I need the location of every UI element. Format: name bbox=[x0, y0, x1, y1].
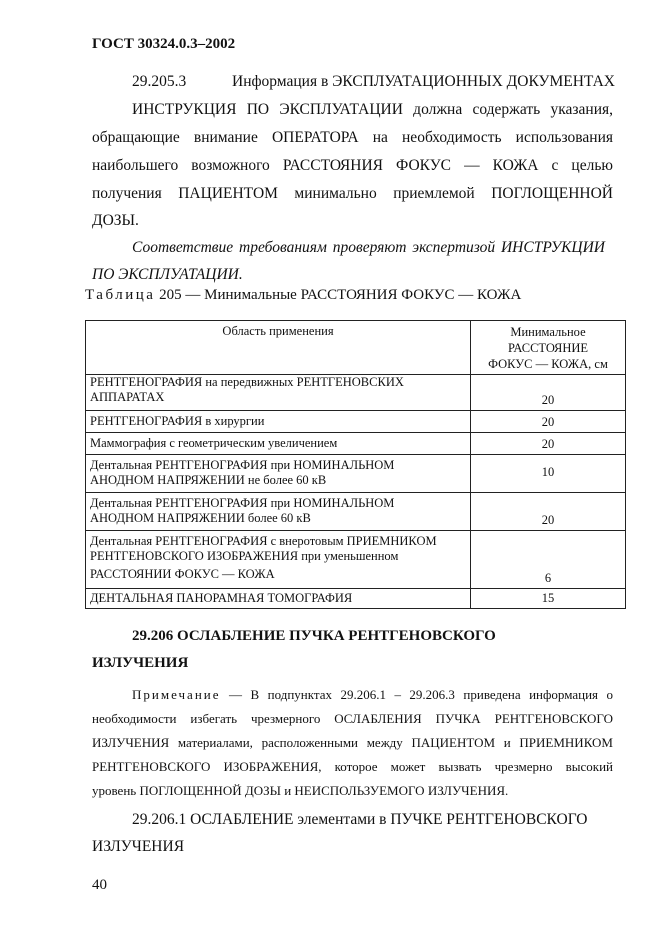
area-line: РЕНТГЕНОГРАФИЯ в хирургии bbox=[90, 414, 265, 428]
compliance-line: ПО ЭКСПЛУАТАЦИИ. bbox=[92, 266, 243, 283]
paragraph-line: наибольшего возможного РАССТОЯНИЯ ФОКУС — КОЖА с целью bbox=[92, 157, 613, 174]
note-line: ИЗЛУЧЕНИЯ материалами, расположенными между ПАЦИЕНТОМ и ПРИЕМНИКОМ bbox=[92, 735, 613, 750]
table-row bbox=[86, 375, 626, 411]
paragraph-line: ДОЗЫ. bbox=[92, 212, 139, 229]
note-line: РЕНТГЕНОВСКОГО ИЗОБРАЖЕНИЯ, которое может вызвать чрезмерно высокий bbox=[92, 759, 613, 774]
distance-cell: 6 bbox=[471, 531, 626, 589]
table-caption-text: 205 — Минимальные РАССТОЯНИЯ ФОКУС — КОЖА bbox=[155, 287, 522, 303]
area-line: РАССТОЯНИИ ФОКУС — КОЖА bbox=[90, 567, 275, 581]
col-header-area: Область применения bbox=[86, 321, 471, 375]
area-cell bbox=[86, 455, 471, 493]
note-line: уровень ПОГЛОЩЕННОЙ ДОЗЫ и НЕИСПОЛЬЗУЕМОГО ИЗЛУЧЕНИЯ. bbox=[92, 783, 509, 798]
table-row bbox=[86, 531, 626, 589]
distance-cell: 20 bbox=[471, 411, 626, 433]
area-cell bbox=[86, 433, 471, 455]
section-heading: ИЗЛУЧЕНИЯ bbox=[92, 655, 189, 671]
area-line: Маммография с геометрическим увеличением bbox=[90, 436, 338, 450]
document-header: ГОСТ 30324.0.3–2002 bbox=[92, 36, 236, 52]
area-line: Дентальная РЕНТГЕНОГРАФИЯ при НОМИНАЛЬНОМ bbox=[90, 496, 395, 510]
distance-table bbox=[85, 320, 626, 609]
distance-cell: 15 bbox=[471, 589, 626, 609]
subclause-line: ИЗЛУЧЕНИЯ bbox=[92, 838, 185, 855]
note-line: необходимости избегать чрезмерного ОСЛАБЛЕНИЯ ПУЧКА РЕНТГЕНОВСКОГО bbox=[92, 711, 613, 726]
col-header-line: Минимальное bbox=[510, 325, 586, 339]
area-line: РЕНТГЕНОГРАФИЯ на передвижных РЕНТГЕНОВСКИХ bbox=[90, 375, 404, 389]
distance-cell: 20 bbox=[471, 375, 626, 411]
note-line bbox=[132, 683, 613, 707]
paragraph-line: обращающие внимание ОПЕРАТОРА на необходимость использования bbox=[92, 129, 613, 146]
area-cell bbox=[86, 589, 471, 609]
table-row bbox=[86, 411, 626, 433]
table-caption bbox=[85, 287, 521, 304]
subclause-line: 29.206.1 ОСЛАБЛЕНИЕ элементами в ПУЧКЕ РЕНТГЕНОВСКОГО bbox=[132, 811, 588, 828]
paragraph-line: ИНСТРУКЦИЯ ПО ЭКСПЛУАТАЦИИ должна содержать указания, bbox=[132, 101, 613, 118]
table-row bbox=[86, 493, 626, 531]
paragraph-line: получения ПАЦИЕНТОМ минимально приемлемой ПОГЛОЩЕННОЙ bbox=[92, 185, 613, 202]
section-heading: 29.206 ОСЛАБЛЕНИЕ ПУЧКА РЕНТГЕНОВСКОГО bbox=[132, 628, 496, 644]
area-line: РЕНТГЕНОВСКОГО ИЗОБРАЖЕНИЯ при уменьшенном bbox=[90, 549, 399, 563]
area-cell bbox=[86, 531, 471, 589]
area-line: Дентальная РЕНТГЕНОГРАФИЯ при НОМИНАЛЬНОМ bbox=[90, 458, 395, 472]
table-row bbox=[86, 455, 626, 493]
distance-cell: 20 bbox=[471, 493, 626, 531]
col-header-distance bbox=[471, 321, 626, 375]
area-cell bbox=[86, 375, 471, 411]
col-header-line: РАССТОЯНИЕ bbox=[507, 341, 589, 355]
col-header-line: ФОКУС — КОЖА, см bbox=[488, 357, 608, 371]
table-row bbox=[86, 589, 626, 609]
note-label: Примечание bbox=[132, 687, 221, 702]
area-line: ДЕНТАЛЬНАЯ ПАНОРАМНАЯ ТОМОГРАФИЯ bbox=[90, 591, 353, 605]
clause-number bbox=[132, 68, 186, 96]
table-caption-word: Таблица bbox=[85, 287, 156, 303]
compliance-line: Соответствие требованиям проверяют экспертизой ИНСТРУКЦИИ bbox=[132, 239, 605, 256]
area-line: АНОДНОМ НАПРЯЖЕНИИ более 60 кВ bbox=[90, 511, 311, 525]
area-line: Дентальная РЕНТГЕНОГРАФИЯ с внеротовым ПРИЕМНИКОМ bbox=[90, 534, 437, 548]
note-text: — В подпунктах 29.206.1 – 29.206.3 приведена информация о bbox=[220, 687, 613, 702]
clause-title: Информация в ЭКСПЛУАТАЦИОННЫХ ДОКУМЕНТАХ bbox=[232, 73, 615, 90]
table-header-row bbox=[86, 321, 626, 375]
area-cell bbox=[86, 411, 471, 433]
area-cell bbox=[86, 493, 471, 531]
area-line: АНОДНОМ НАПРЯЖЕНИИ не более 60 кВ bbox=[90, 473, 327, 487]
distance-cell: 20 bbox=[471, 433, 626, 455]
table-row bbox=[86, 433, 626, 455]
page-number: 40 bbox=[92, 877, 107, 893]
distance-cell: 10 bbox=[471, 455, 626, 493]
clause-number-text: 29.205.3 bbox=[132, 73, 187, 90]
area-line: АППАРАТАХ bbox=[90, 390, 165, 404]
